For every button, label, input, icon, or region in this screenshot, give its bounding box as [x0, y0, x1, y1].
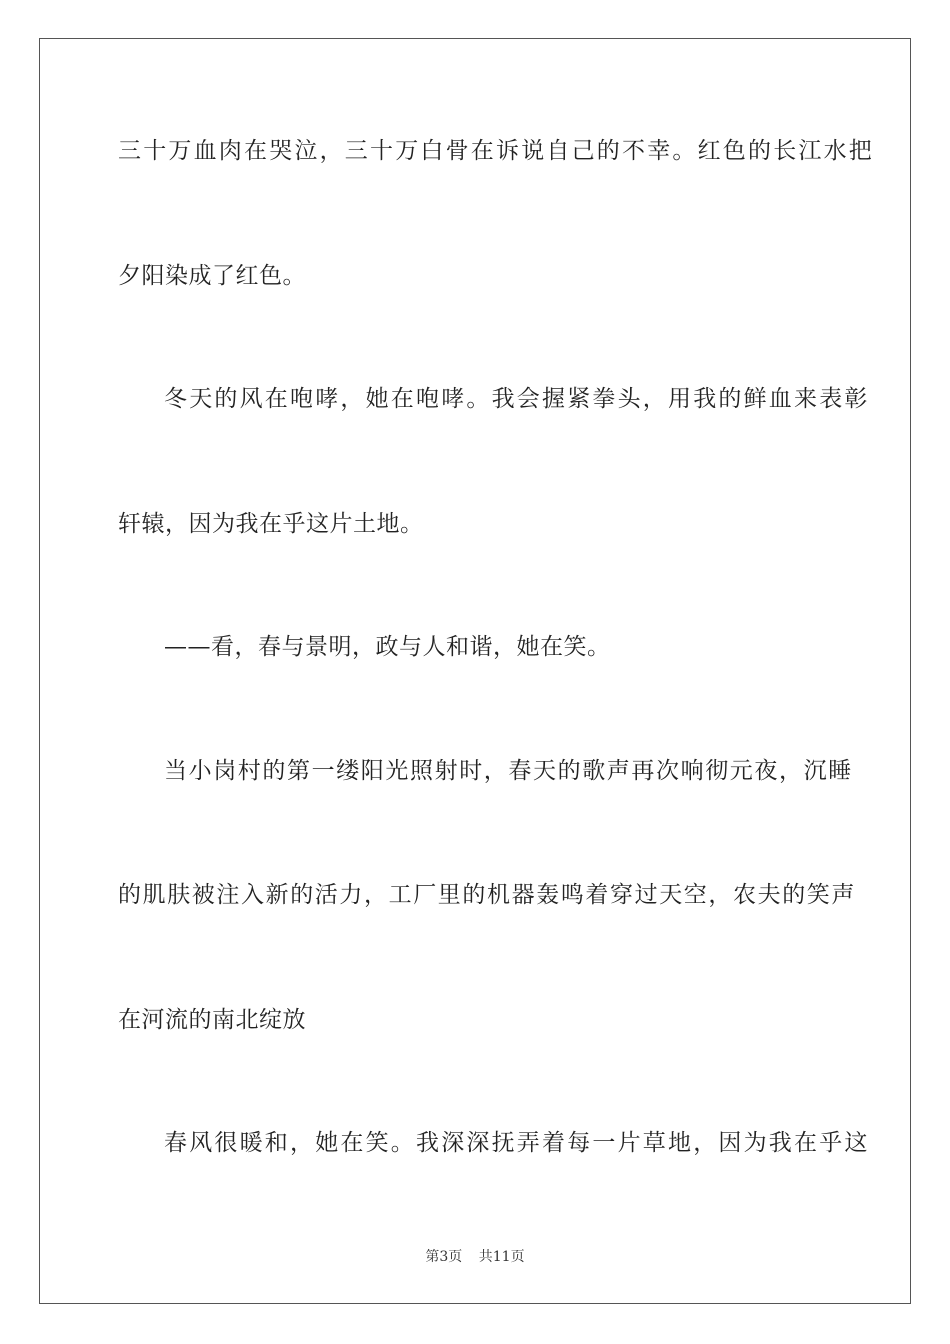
- page-number-total: 共11页: [478, 1249, 525, 1265]
- text-line-5: ——看，春与景明，政与人和谐，她在笑。: [164, 634, 611, 660]
- text-line-4: 轩辕，因为我在乎这片土地。: [118, 511, 424, 537]
- text-line-2: 夕阳染成了红色。: [118, 263, 306, 289]
- text-line-3: 冬天的风在咆哮，她在咆哮。我会握紧拳头，用我的鲜血来表彰: [164, 386, 870, 412]
- text-line-7: 的肌肤被注入新的活力，工厂里的机器轰鸣着穿过天空，农夫的笑声: [118, 882, 856, 908]
- page-footer: [0, 1248, 950, 1266]
- page-number-current: 第3页: [425, 1249, 463, 1265]
- text-line-9: 春风很暖和，她在笑。我深深抚弄着每一片草地，因为我在乎这: [164, 1130, 870, 1156]
- text-line-8: 在河流的南北绽放: [118, 1007, 306, 1033]
- text-line-1: 三十万血肉在哭泣，三十万白骨在诉说自己的不幸。红色的长江水把: [118, 138, 874, 164]
- page-frame: [39, 38, 911, 1304]
- text-line-6: 当小岗村的第一缕阳光照射时，春天的歌声再次响彻元夜，沉睡: [164, 758, 853, 784]
